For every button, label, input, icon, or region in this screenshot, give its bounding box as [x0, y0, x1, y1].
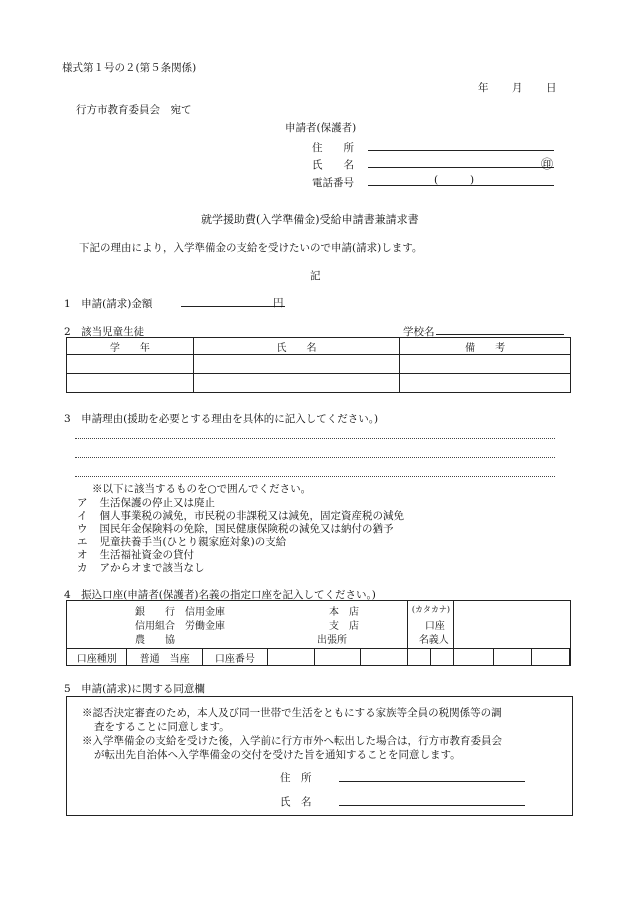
option-text: 生活保護の停止又は廃止	[99, 497, 215, 509]
bank-info-cell[interactable]	[67, 601, 408, 649]
applicant-phone-field[interactable]	[368, 185, 554, 186]
option-key: イ	[77, 510, 88, 522]
applicant-address-label: 住 所	[312, 142, 354, 154]
consent1-line2: 査をすることに同意します。	[94, 721, 230, 733]
grade-cell[interactable]	[67, 374, 194, 393]
option-key: エ	[77, 536, 88, 548]
bank-types-line3: 農 協	[135, 635, 175, 646]
consent-address-label: 住 所	[280, 772, 312, 784]
consent-name-field[interactable]	[339, 805, 525, 806]
applicant-address-field[interactable]	[368, 150, 554, 151]
account-digit-cell[interactable]	[314, 649, 361, 666]
holder-line2: 名義人	[418, 635, 449, 646]
form-number: 様式第１号の２(第５条関係)	[62, 62, 197, 74]
branch-line1: 本 店	[329, 607, 359, 618]
consent-address-field[interactable]	[339, 781, 525, 782]
amount-unit: 円	[273, 297, 284, 309]
phone-paren-close: )	[470, 174, 475, 186]
consent-name-label: 氏 名	[280, 796, 312, 808]
option-text: アからオまで該当なし	[99, 562, 205, 574]
student-table	[66, 337, 571, 393]
account-number-label: 口座番号	[202, 649, 267, 666]
account-digit-cell[interactable]	[454, 649, 494, 666]
account-type-label: 口座種別	[67, 649, 127, 666]
reason-line-2[interactable]	[75, 457, 555, 458]
phone-paren-open: (	[434, 174, 439, 186]
account-digit-cell[interactable]	[268, 649, 315, 666]
date-day-label: 日	[546, 82, 557, 94]
bank-types-line1: 銀 行 信用金庫	[135, 607, 225, 618]
table-row	[67, 355, 571, 374]
section1-label: 1 申請(請求)金額	[64, 298, 153, 310]
branch-line3: 出張所	[317, 635, 347, 646]
section4-label: 4 振込口座(申請者(保護者)名義の指定口座を記入してください。)	[64, 589, 376, 601]
account-digit-cell[interactable]	[431, 649, 454, 666]
consent2-line2: が転出先自治体へ入学準備金の交付を受けた旨を通知することを同意します。	[94, 749, 461, 761]
account-digit-cell[interactable]	[494, 649, 532, 666]
amount-field[interactable]	[181, 306, 285, 307]
reason-line-3[interactable]	[75, 476, 555, 477]
document-title: 就学援助費(入学準備金)受給申請書兼請求書	[201, 213, 419, 226]
date-month-label: 月	[512, 82, 523, 94]
remarks-cell[interactable]	[400, 374, 571, 393]
intro-text: 下記の理由により，入学準備金の支給を受けたいので申請(請求)します。	[79, 242, 423, 254]
reason-line-1[interactable]	[75, 438, 555, 439]
grade-cell[interactable]	[67, 355, 194, 374]
account-holder-name-field[interactable]	[454, 601, 571, 649]
consent2-line1: ※入学準備金の支給を受けた後，入学前に行方市外へ転出した場合は，行方市教育委員会	[82, 735, 502, 747]
school-name-field[interactable]	[436, 334, 564, 335]
section2-label: 2 該当児童生徒	[64, 326, 145, 338]
consent-box	[66, 696, 573, 816]
applicant-phone-label: 電話番号	[312, 177, 354, 189]
bank-table	[66, 600, 571, 666]
applicant-heading: 申請者(保護者)	[285, 122, 357, 134]
student-name-cell[interactable]	[193, 374, 400, 393]
ki-label: 記	[310, 270, 321, 282]
account-holder-label-cell	[407, 601, 454, 649]
option-key: カ	[77, 562, 88, 574]
section3-label: 3 申請理由(援助を必要とする理由を具体的に記入してください。)	[64, 413, 379, 425]
option-text: 生活福祉資金の貸付	[99, 549, 194, 561]
option-text: 国民年金保険料の免除，国民健康保険税の減免又は納付の猶予	[99, 523, 394, 535]
grade-header: 学 年	[67, 338, 194, 355]
remarks-cell[interactable]	[400, 355, 571, 374]
option-key: ア	[77, 497, 88, 509]
addressee: 行方市教育委員会 宛て	[76, 104, 192, 116]
school-name-label: 学校名	[403, 326, 435, 338]
kana-note: (カタカナ)	[411, 605, 451, 614]
account-digit-cell[interactable]	[407, 649, 430, 666]
consent1-line1: ※認否決定審査のため，本人及び同一世帯で生活をともにする家族等全員の税関係等の調	[82, 707, 502, 719]
date-year-label: 年	[478, 82, 489, 94]
account-digit-cell[interactable]	[532, 649, 570, 666]
section5-label: 5 申請(請求)に関する同意欄	[64, 683, 205, 695]
account-digit-cell[interactable]	[361, 649, 408, 666]
student-table-header	[67, 338, 571, 355]
applicant-name-label: 氏 名	[312, 159, 354, 171]
table-row	[67, 374, 571, 393]
option-text: 個人事業税の減免，市民税の非課税又は減免，固定資産税の減免	[99, 510, 404, 522]
option-item[interactable]	[77, 560, 205, 575]
student-name-header: 氏 名	[193, 338, 400, 355]
options-note: ※以下に該当するものを○で囲んでください。	[92, 483, 312, 495]
option-text: 児童扶養手当(ひとり親家庭対象)の支給	[99, 536, 287, 548]
branch-line2: 支 店	[329, 621, 359, 632]
account-digit-cell[interactable]	[570, 649, 571, 666]
applicant-name-field[interactable]	[368, 167, 554, 168]
option-key: オ	[77, 549, 88, 561]
seal-mark: ㊞	[541, 157, 554, 171]
student-name-cell[interactable]	[193, 355, 400, 374]
bank-types-line2: 信用組合 労働金庫	[135, 621, 225, 632]
account-type-value[interactable]: 普通 当座	[127, 649, 202, 666]
holder-line1: 口座	[424, 621, 445, 632]
option-key: ウ	[77, 523, 88, 535]
remarks-header: 備 考	[400, 338, 571, 355]
